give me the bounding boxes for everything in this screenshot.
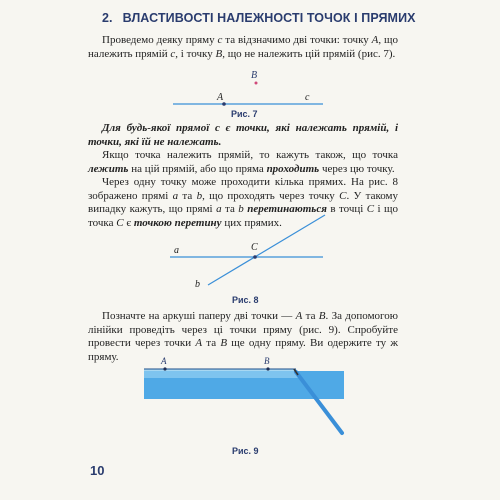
section-number: 2. <box>102 11 113 25</box>
label-a-fig7: A <box>217 92 224 103</box>
rule-statement: Для будь-якої прямої c є точки, які належать прямій, і точки, які їй не належать. <box>88 122 398 148</box>
point-b-fig9 <box>266 367 269 370</box>
caption-fig8: Рис. 8 <box>232 295 259 305</box>
page-number: 10 <box>90 463 105 478</box>
label-c-fig8: C <box>251 242 258 253</box>
caption-fig7: Рис. 7 <box>231 109 258 119</box>
label-a-fig9: A <box>161 356 167 366</box>
label-b-fig8: b <box>195 279 200 290</box>
label-b-fig9: B <box>264 356 270 366</box>
paragraph-exercise: Позначте на аркуші паперу дві точки — A та B. За допомогою лінійки проведіть через ці точки пряму (рис. 9). Спробуйте провести через точки A та B ще одну пряму. Ви одержите ту ж пряму. <box>88 310 398 363</box>
point-c <box>253 255 257 259</box>
ruler <box>144 369 302 378</box>
paragraph-intersect: Через одну точку може проходити кілька прямих. На рис. 8 зображено прямі a та b, що проходять через точку C. У такому випадку кажуть, що прямі a та b перетинаються в точці C і що точка C є точкою перетину цих прямих. <box>88 176 399 229</box>
point-a-fig9 <box>163 367 166 370</box>
label-a-fig8: a <box>174 245 179 256</box>
label-c-fig7: c <box>305 92 310 103</box>
label-b-fig7: B <box>251 70 258 81</box>
point-b <box>255 82 258 85</box>
paragraph-lies-on: Якщо точка належить прямій, то кажуть також, що точка лежить на цій прямій, або що пряма проходить через цю точку. <box>88 149 398 175</box>
paragraph-intro: Проведемо деяку пряму c та відзначимо дві точки: точку A, що належить прямій c, і точку B, що не належить цій прямій (рис. 7). <box>88 34 398 60</box>
section-title: ВЛАСТИВОСТІ НАЛЕЖНОСТІ ТОЧОК І ПРЯМИХ <box>122 11 416 25</box>
caption-fig9: Рис. 9 <box>232 446 259 456</box>
